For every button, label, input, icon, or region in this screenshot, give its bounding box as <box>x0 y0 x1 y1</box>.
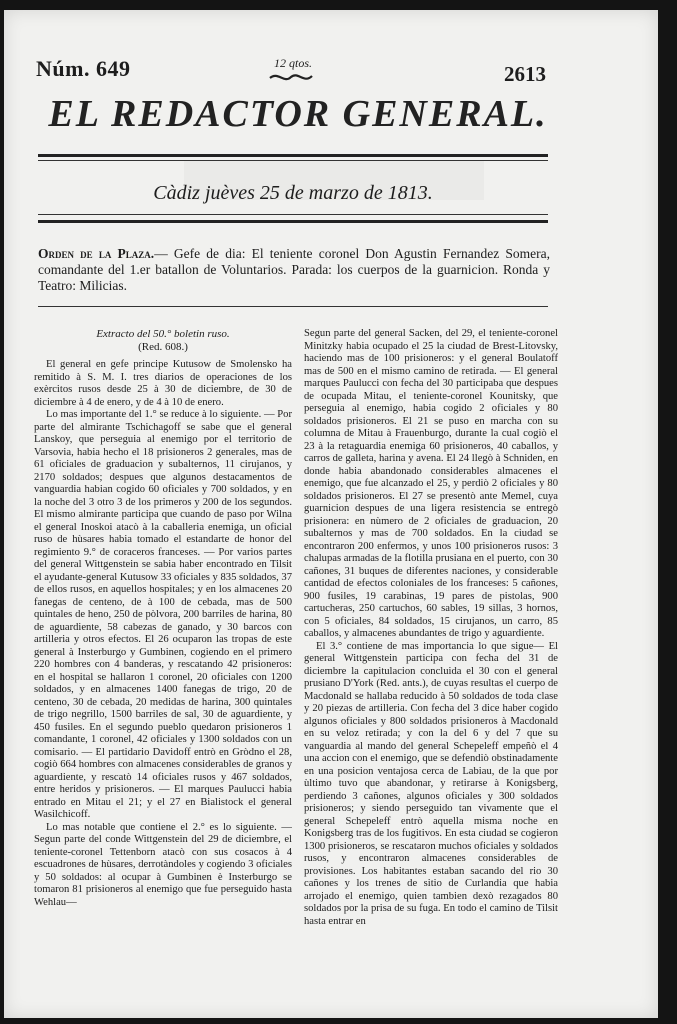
orden-text: — Gefe de dia: El teniente coronel Don Agustin Fernandez Somera, comandante del 1.er batallon de Voluntarios. Parada: los cuerpos de la guarnicion. Ronda y Teatro: Milicias. <box>38 246 551 293</box>
price-label: 12 qtos. <box>274 56 313 70</box>
orden-label: Orden de la Plaza. <box>38 246 155 261</box>
orden-de-la-plaza <box>38 246 550 294</box>
issue-number: Núm. 649 <box>36 56 131 81</box>
masthead-rule-top-thin <box>38 160 548 161</box>
column-left <box>34 328 292 928</box>
article-title: Extracto del 50.° boletin ruso. <box>96 328 230 340</box>
ornament-flourish-icon <box>266 70 316 84</box>
dateline: Càdiz juèves 25 de marzo de 1813. <box>153 182 433 204</box>
paragraph: Segun parte del general Sacken, del 29, el teniente-coronel Minitzky habia ocupado el 25 la ciudad de Brest-Litovsky, haciendo mas de 100 prisioneros: y el general Boulatoff mas de 500 en el mismo camino de retirada. — El general marques Paulucci con fecha del 30 participaba que despues de ocupada Mitau, el teniente-coronel Kounitsky, que perseguia al enemigo, habia cogido 2 oficiales y 80 soldados prisioneros. El 21 se puso en marcha con su columna de Mitau à Frauenburgo, durante la cual cogiò el 23 à la retaguardia enemiga 60 prisioneros, 40 caballos, y carros de galleta, harina y avena. El 24 llegò à Schniden, en donde habia abandonado considerables almacenes el enemigo, que fue alcanzado el 25, y perdiò 2 oficiales y 80 soldados prisioneros. El 27 se presentò ante Memel, cuya guarnicion despues de una ligera resistencia se entregò prisionera: en nùmero de 2 oficiales de graduacion, 20 subalternos y mas de 700 soldados. En la ciudad se encontraron 200 enfermos, y unos 100 prisioneros rusos: 3 chalupas armadas de la flotilla prusiana en el puerto, con 30 cañones, 31 buques de diferentes naciones, y considerable cantidad de efectos coloniales de los franceses: 5 cañones, 900 fusiles, 19 carabinas, 19 pares de pistolas, 900 cartucheras, 250 cartuchos, 60 sables, 19 sillas, 3 hornos, con 5 oficiales, 84 soldados, 15 cirujanos, un carro, 85 caballos, y almacenes abundantes de trigo y aguardiente. <box>304 328 558 639</box>
paragraph: El general en gefe principe Kutusow de Smolensko ha remitido à S. M. I. tres diarios de operaciones de los exèrcitos rusos desde 25 à 30 de diciembre, de 30 de diciembre à 4 de enero, y de 4 à 10 de enero. <box>34 359 292 408</box>
paragraph: Lo mas notable que contiene el 2.° es lo siguiente. — Segun parte del conde Wittgenstein del 29 de diciembre, el teniente-coronel Tettenborn atacò con sus cosacos à 4 escuadrones de hùsares, derrotàndoles y cogiendo 3 oficiales y 50 soldados: al ocupar à Gumbinen è Insterburgo se tomaron 81 prisioneros al enemigo que fue perseguido hasta Wehlau— <box>34 821 292 908</box>
page-number: 2613 <box>504 62 546 86</box>
newspaper-page <box>4 10 658 1018</box>
section-rule <box>38 306 548 307</box>
paragraph: Lo mas importante del 1.° se reduce à lo siguiente. — Por parte del almirante Tschichagoff se sabe que el general Lanskoy, que perseguia al enemigo por el territorio de Varsovia, habia hecho el 18 prisioneros 2 generales, mas de 61 oficiales de graduacion y subalternos, 11 cirujanos, y 2170 soldados; despues que algunos destacamentos de vanguardia habian cogido 60 oficiales y 700 soldados, y en la noche del 3 otro 3 de los primeros y 200 de los segundos. El mismo almirante participa que cuando de paso por Wilna el general Inoskoi atacò à la caballeria enemiga, un oficial ruso de hùsares habia tomado el estandarte de honor del regimiento 9.° de coraceros franceses. — Por varios partes del general Wittgenstein se sabia haber encontrado en Tilsit el ayudante-general Kutusow 33 oficiales y 835 soldados, 37 de ellos rusos, en aquellos hospitales; y en los almacenes 20 fanegas de centeno, de à 100 de cebada, mas de 500 quintales de heno, 250 de pòlvora, 200 barriles de harina, 80 de aguardiente, 58 cabezas de ganado, y 30 barcos con artilleria y otros efectos. El 26 ocuparon las tropas de este general à Insterburgo y Gumbinen, cogiendo en el primero 220 hombres con 4 banderas, y rescatando 42 prisioneros: en el hospital se hallaron 1 coronel, 20 oficiales con 1200 soldados, y en almacenes 1400 fanegas de trigo, 20 de centeno, 30 de cebada, 20 medidas de harina, 300 quintales de trigo negrillo, 1500 barriles de sal, 30 de aguardiente, y 450 fusiles. En el segundo pueblo quedaron prisioneros 1 comandante, 1 coronel, 42 oficiales y 1300 soldados con un comisario. — El partidario Davidoff entrò en Gròdno el 28, cogiò 664 hombres con almacenes considerables de granos y aguardiente, y rescatò 14 oficiales rusos y 467 soldados, entre heridos y prisioneros. — El marques Paulucci habia entrado en Mitau el 21; y el 27 en Bialistock el general Wasilchicoff. <box>34 409 292 820</box>
masthead-rule-top <box>38 154 548 157</box>
paragraph: El 3.° contiene de mas importancia lo que sigue— El general Wittgenstein participa con fecha del 31 de diciembre la capitulacion concluida el 30 con el general prusiano D'York (Red. ants.), de cuyas resultas el cuerpo de Macdonald se hallaba reducido à 50 soldados de toda clase y 20 piezas de artilleria. Con fecha del 3 dice haber cogido algunos oficiales y 800 soldados prisioneros à Macdonald en su veloz retirada; y con la del 6 y del 7 que su vanguardia al mando del general Schepeleff empeñò el 4 una accion con el enemigo, que se defendiò obstinadamente en una posicion ventajosa cerca de Labiau, de la que por ùltimo tuvo que abandonar, y retirarse à Konigsberg, perdiendo 3 cañones, algunos oficiales y 300 soldados prisioneros; y siendo perseguido tan vivamente que el general Schepeleff entrò aquella misma noche en Konigsberg tras de los fugitivos. En esta ciudad se cogieron 1300 prisioneros, se rescataron muchos oficiales y soldados rusos, y encontraron almacenes considerables de provisiones. Los habitantes estaban sacando del rio 30 cañones y los trenes de sitio de Curlandia que habia arrojado el enemigo, quien tambien dexò rezagados 80 soldados por la prisa de su fuga. En todo el camino de Tilsit hasta entrar en <box>304 640 558 927</box>
masthead-title: EL REDACTOR GENERAL. <box>48 93 548 135</box>
column-right <box>304 328 558 936</box>
article-ref: (Red. 608.) <box>138 340 188 353</box>
dateline-rule-thin <box>38 214 548 215</box>
dateline-rule-bottom <box>38 220 548 223</box>
